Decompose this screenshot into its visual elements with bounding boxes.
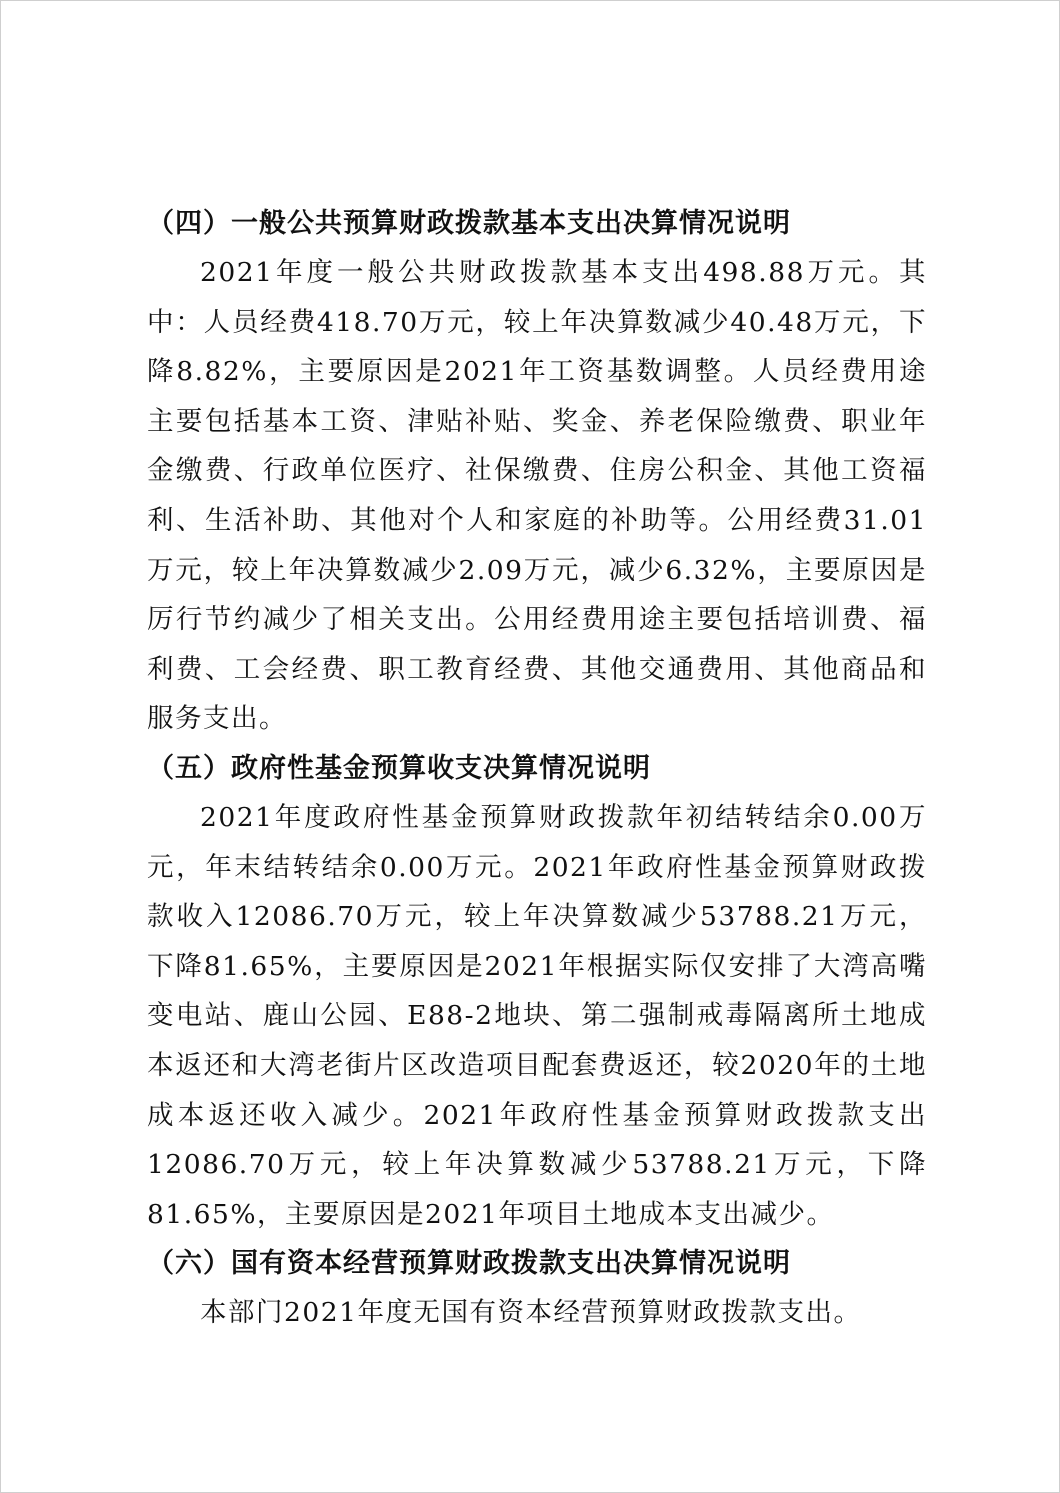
section-paragraph-5: 2021年度政府性基金预算财政拨款年初结转结余0.00万元，年末结转结余0.00万元。2021年政府性基金预算财政拨款收入12086.70万元，较上年决算数减少53788.21万元，下降81.65%，主要原因是2021年根据实际仅安排了大湾高嘴变电站、鹿山公园、E88-2地块、第二强制戒毒隔离所土地成本返还和大湾老街片区改造项目配套费返还，较2020年的土地成本返还收入减少。2021年政府性基金预算财政拨款支出12086.70万元，较上年决算数减少53788.21万元，下降81.65%，主要原因是2021年项目土地成本支出减少。 [147, 801, 927, 1230]
section-heading-5: （五）政府性基金预算收支决算情况说明 [147, 752, 651, 784]
section-paragraph-4: 2021年度一般公共财政拨款基本支出498.88万元。其中：人员经费418.70万元，较上年决算数减少40.48万元，下降8.82%，主要原因是2021年工资基数调整。人员经费用途主要包括基本工资、津贴补贴、奖金、养老保险缴费、职业年金缴费、行政单位医疗、社保缴费、住房公积金、其他工资福利、生活补助、其他对个人和家庭的补助等。公用经费31.01万元，较上年决算数减少2.09万元，减少6.32%，主要原因是厉行节约减少了相关支出。公用经费用途主要包括培训费、福利费、工会经费、职工教育经费、其他交通费用、其他商品和服务支出。 [147, 257, 927, 735]
section-paragraph-6: 本部门2021年度无国有资本经营预算财政拨款支出。 [200, 1297, 862, 1329]
section-heading-4: （四）一般公共预算财政拨款基本支出决算情况说明 [147, 208, 791, 239]
section-heading-6: （六）国有资本经营预算财政拨款支出决算情况说明 [147, 1248, 791, 1280]
document-body [147, 199, 927, 1338]
